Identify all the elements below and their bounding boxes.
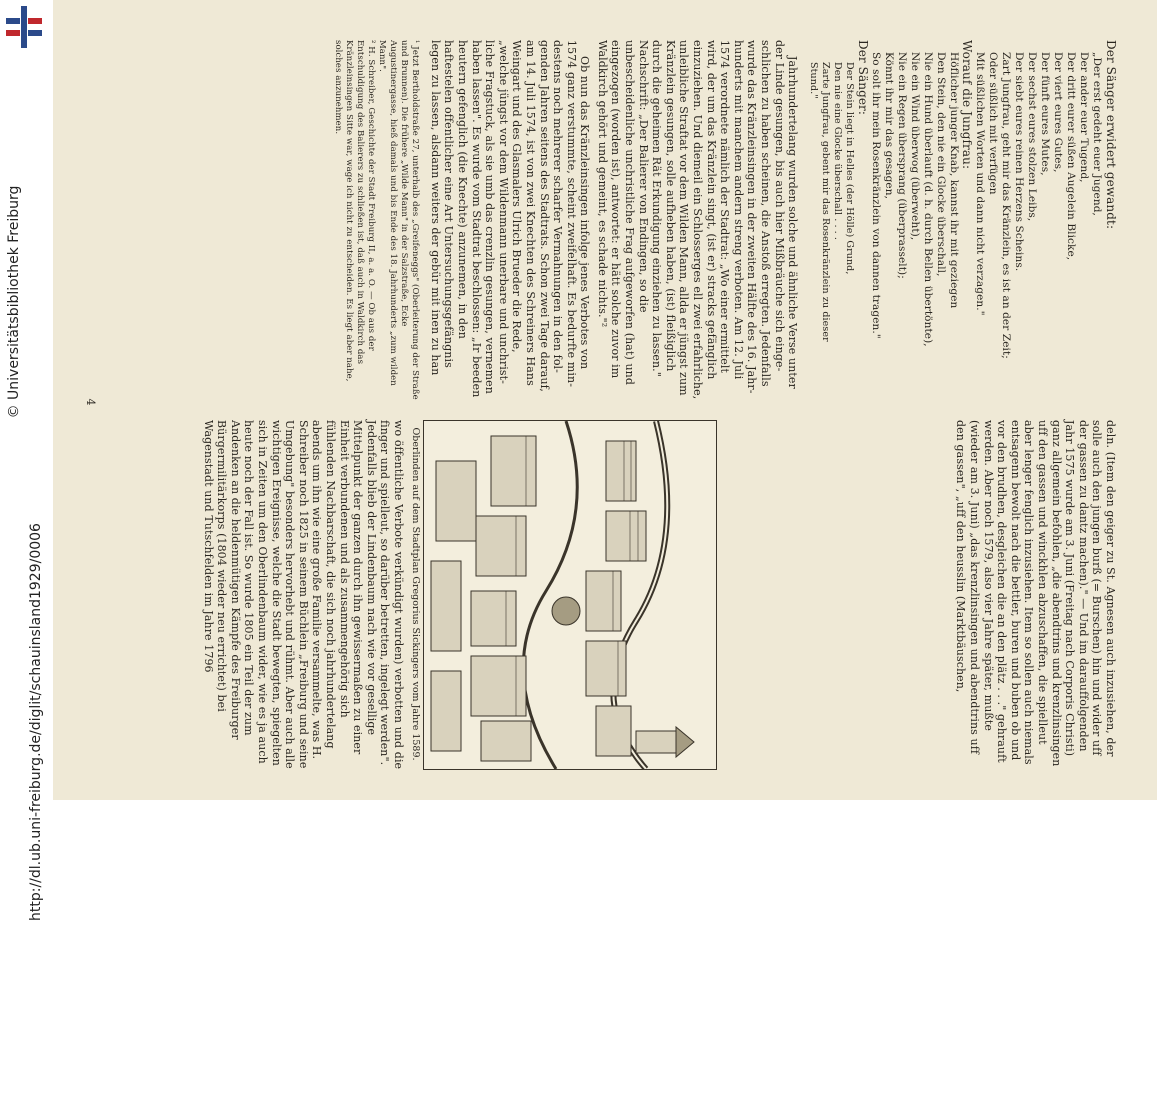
verse-line: Der fünft eures Mutes, [1039,52,1052,176]
verse-line: Der viert eures Gutes, [1052,52,1065,173]
heading-maiden-reply: Worauf die Jungfrau: [960,40,975,170]
verse-line: Der dritt eurer süßen Augelein Blicke, [1065,52,1078,261]
scanned-page [53,0,1157,800]
right-text-column-top [954,420,1117,770]
verse-line: Oder süßlich mit verfügen [987,52,1000,195]
verse-block-2 [869,40,960,400]
body-paragraph: Jahrhundertelang wurden solche und ähnliche Verse unter der Linde gesungen, bis auch hier Mißbräuche sich eingeschlichen zu haben scheinen, die Anstoß erregten. Jedenfalls wurde das Kränzleinsingen in der zweiten Hälfte des 16. Jahrhunderts mit manchem andern streng verboten. Am 12. Juli 1574 verordnete nämlich der Stadtrat: „Wo einer ermittelt wird, der um das Kränzlein singt, (ist er) stracks gefänglich einzuziehen. Und diemeil ein Schlosserges ell zwei erfahrliche, unleibliche Straftat vor dem Wilden Mann, allda er jüngst zum Kränzlein gesungen, solle aufheben haben, (ist) fleißiglich durch die geheimen Rät Erkundigung einziehen zu lassen." Nachschrift: „Der Balierer von Endingen, so die unbescheidenliche unchristliche Frag aufgeworfen (hat) und eingezogen (worden ist), antwortet: er hätt solche zuvor im Waldkirch gehört und gemeint, es schade nichts."² [595,40,800,400]
verse-line: Den nie eine Glocke überschall . . . . [832,62,844,241]
verse-block-3 [807,40,855,400]
verse-line: Der ander euer Tugend, [1078,52,1091,183]
verse-block-1 [973,40,1103,400]
document-url[interactable]: http://dl.ub.uni-freiburg.de/diglit/schauinsland1929/0006 [28,523,44,921]
verse-line: Den Stein, den nie ein Glocke überschall, [934,52,947,277]
right-text-column-lower [201,420,405,770]
footnote-2: ² H. Schreiber, Geschichte der Stadt Freiburg II, a. a. O. — Ob aus der Entschuldigung des Balierers zu schließen ist, daß auch in Waldkirch das Kränzleinsingen Sitte war, wage ich nicht zu entscheiden. Es liegt aber nahe, solches anzunehmen. [333,40,377,382]
verse-line: Könnt ihr mir das gesagen, [882,52,895,200]
body-paragraph: deln. (Item den geiger zu St. Agnesen auch inzusiehen, der solle auch den jungen burß (= Burschen) hin und wider uff der gassen zu dantz machen)." — Und im darauffolgenden Jahr 1575 wurde am 3. Juni (Freitag nach Corporis Christi) ganz allgemein befohlen, „die abendtrins und krenzlinsingen uff den gassen und winckhlen abzuschaffen, die spielleut aber lenger fenglich inzusiehen. Item so sollen auch niemals entsagenn bewolt nach die bettler, buren und buben ob und vor den brudhen, desgleichen die an den plätz . . ." gehrauft werden. Aber noch 1579, also vier Jahre später, mußte (wieder am 3. Juni) „das krenzlinsingen und abendtrins uff den gassen", „uff den heusslin (Marktbäuschen, [954,420,1117,767]
verse-line: Höflicher junger Knab, kannst ihr mit geziegen [947,52,960,309]
verse-line: Zarte Jungfrau, gebent mir das Rosenkränzlein zu dieser [820,62,832,342]
body-paragraph: wo öffentliche Verbote verkündigt wurden) verbotten und die finger und spielleut, so darüber betretten, ingelegt werden". Jedenfalls blieb der Lindenbaum nach wie vor gesellige Mittelpunkt der ganzen durch ihn gewissermaßen zu einer Einheit verbundenen und als zusammengehörig sich fühlenden Nachbarschaft, die sich noch jahrhundertelang abends um ihn wie eine große Familie versammelte, was H. Schreiber noch 1825 in seinem Büchlein „Freiburg und seine Umgebung" besonders hervorhebt und rühmt. Aber auch alle wichtigen Ereignisse, welche die Stadt bewegten, spiegelten sich in Zeiten um den Oberlindenbaum wider, wie es ja auch heute noch der Fall ist. So wurde 1805 ein Teil der zum Andenken an die heldenmütigen Kämpfe des Freiburger Bürgermilitärkorps (1804 wieder neu errichtet) bei Wagenstadt und Tutschfelden im Jahre 1796 [201,420,405,770]
verse-line: Der Stein liegt in Helles (der Hölle) Grund, [844,62,856,275]
page-number: 4 [84,398,97,406]
verse-line: „Der erst gedeht euer Jugend, [1091,52,1104,216]
page-content-rotated [53,0,1157,800]
verse-line: So solt ihr mein Rosenkränzlein von dannen tragen." [869,52,882,339]
verse-line: Zart Jungfrau, geht mir das Kränzlein, es ist an der Zeit; [1000,52,1013,359]
verse-line: Der siebt eures reinen Herzens Scheins. [1013,52,1026,272]
verse-line: Mit süßlichen Worten und dann nicht verzagen." [974,52,987,316]
verse-line: Der sechst eures stolzen Leibs, [1026,52,1039,222]
left-text-column [332,40,1117,400]
body-paragraph: Ob nun das Kränzleinsingen infolge jenes Verbotes von 1574 ganz verstummte, scheint zweifelhaft. Es bedurfte mindestens noch mehrerer scharfer Vermahnungen in den folgenden Jahren seitens des Stadtrats. Schon zwei Tage darauf, am 14. Juli 1574, ist von zwei Knechten des Schreiners Hans Weingart und des Glasmalers Ulrich Brueder die Rede, „welche jüngst vor dem Wildenmann unerbare und unchristliche Fragstuck, als sie umb das crenzlin gesungen, vernemen haben lassen". Es wurde vom Stadtrat beschlossen: „Ir beeden heutern gefenglich (die Knechte) anzunemen, in den haftestelen offentlicher eine Art Untersuchungsgefängnis legen zu lassen, alsdann weiters der gebür mit inen zu han [428,40,592,398]
copyright-notice: © Universitätsbibliothek Freiburg [6,185,22,419]
footnotes [332,40,420,400]
heading-singer: Der Sänger: [855,40,870,116]
map-engraving-drawing [424,421,716,769]
footnote-1: ¹ Jetzt Bertholdstraße 27, unterhalb des „Greifeneggs" (Oberleiterung der Straße und Brunnen). Die frühere „Wilde Mann" in der Salzstraße, Ecke Augustinergasse, hieß damals und bis Ende des 18. Jahrhunderts „zum wilden Mann". [377,40,421,400]
historical-city-map-illustration [423,420,717,770]
verse-line: Nie ein Regen übersprang (überprasselt); [895,52,908,279]
verse-line: Stund." [808,62,820,99]
viewer-sidebar [0,0,52,921]
verse-line: Nie ein Hund überlauft (d. h. durch Bellen übertönte), [921,52,934,347]
heading-singer-reply: Der Sänger erwidert gewandt: [1104,40,1118,230]
figure-caption: Oberlinden auf dem Stadtplan Gregorius Sickingers vom Jahre 1589. [410,427,421,761]
verse-line: Nie ein Wind überwog (überweht), [908,52,921,241]
